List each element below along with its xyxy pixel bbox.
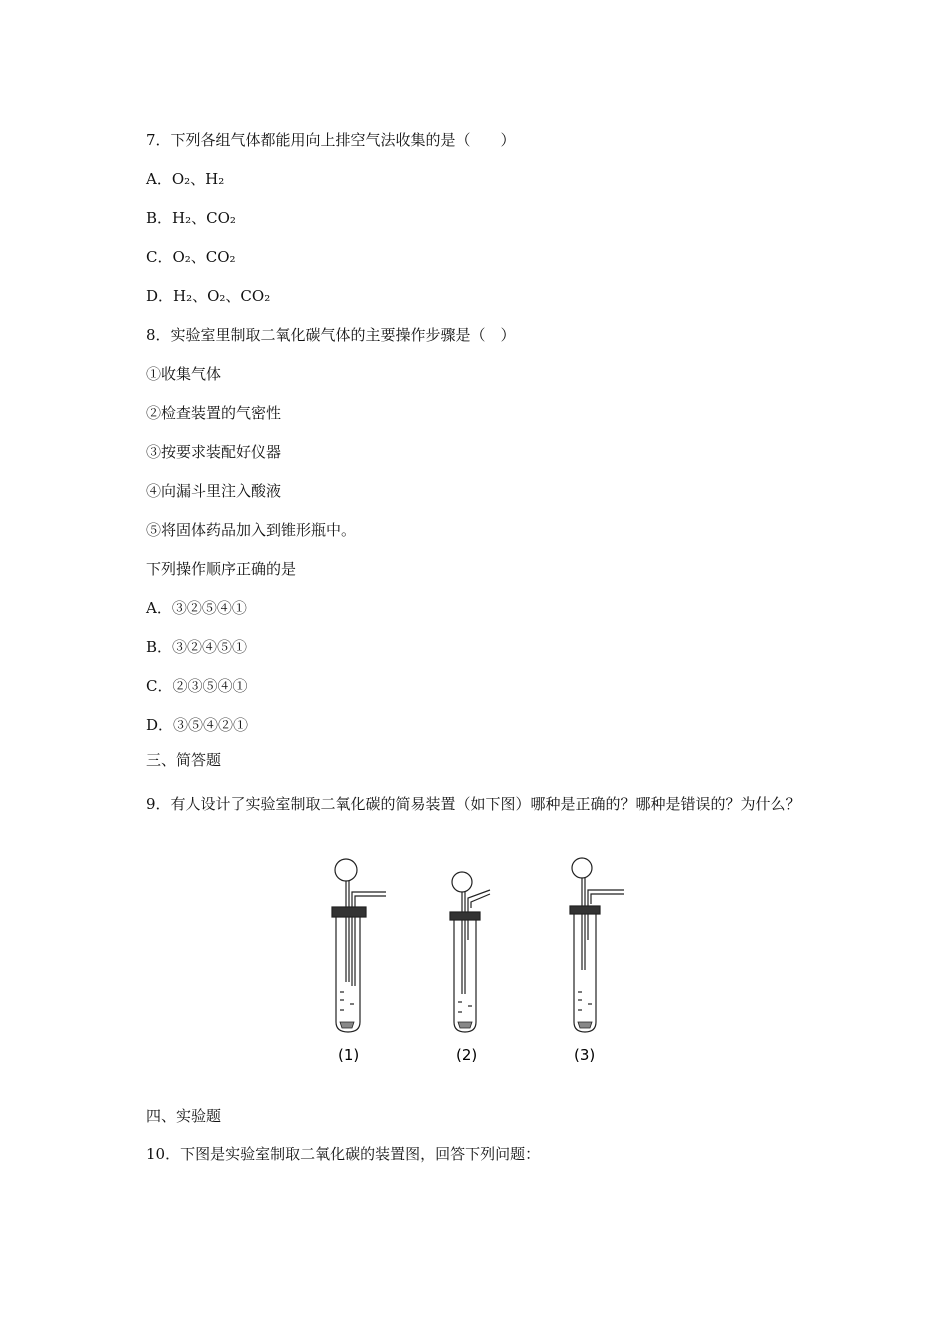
q8-prompt: 下列操作顺序正确的是 — [146, 560, 297, 578]
caption-3: (3) — [574, 1046, 596, 1064]
caption-1: (1) — [338, 1046, 360, 1064]
q8-step-4: ④向漏斗里注入酸液 — [146, 482, 282, 500]
q8-step-2: ②检查装置的气密性 — [146, 404, 282, 422]
q10-text: 10．下图是实验室制取二氧化碳的装置图，回答下列问题： — [146, 1145, 541, 1163]
caption-2: (2) — [456, 1046, 478, 1064]
q8-option-b: B．③②④⑤① — [146, 638, 248, 656]
apparatus-3 — [570, 858, 624, 1032]
q8-option-d: D．③⑤④②① — [146, 716, 249, 734]
q7-stem: 7．下列各组气体都能用向上排空气法收集的是（ ） — [146, 131, 516, 149]
q8-option-a: A．③②⑤④① — [146, 599, 247, 617]
q8-stem: 8．实验室里制取二氧化碳气体的主要操作步骤是（ ） — [146, 326, 516, 344]
apparatus-figure — [322, 852, 642, 1074]
q7-option-b: B．H₂、CO₂ — [146, 209, 236, 227]
q8-option-c: C．②③⑤④① — [146, 677, 248, 695]
q7-option-a: A．O₂、H₂ — [146, 170, 225, 188]
apparatus-1 — [332, 859, 386, 1032]
apparatus-2 — [450, 872, 490, 1032]
q8-step-1: ①收集气体 — [146, 365, 222, 383]
q9-text: 9．有人设计了实验室制取二氧化碳的简易装置（如下图）哪种是正确的？哪种是错误的？为什么？ — [146, 795, 801, 813]
q8-step-5: ⑤将固体药品加入到锥形瓶中。 — [146, 521, 357, 539]
section-4-heading: 四、实验题 — [146, 1107, 222, 1125]
q8-step-3: ③按要求装配好仪器 — [146, 443, 282, 461]
q7-option-c: C．O₂、CO₂ — [146, 248, 236, 266]
section-3-heading: 三、简答题 — [146, 751, 222, 769]
q7-option-d: D．H₂、O₂、CO₂ — [146, 287, 271, 305]
